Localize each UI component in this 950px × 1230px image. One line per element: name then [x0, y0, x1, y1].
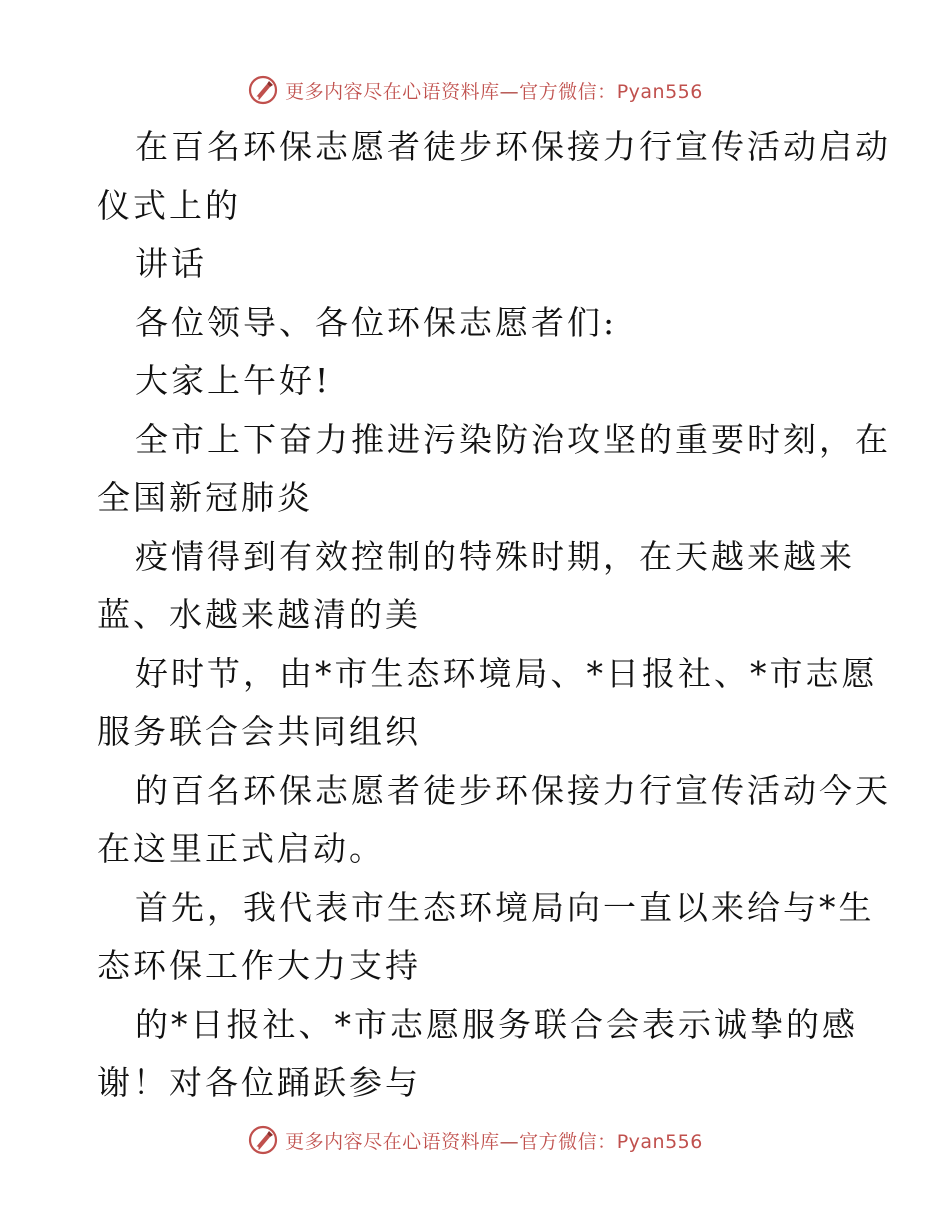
pen-circle-logo-icon — [247, 1124, 279, 1156]
text-line: 大家上午好! — [135, 361, 332, 400]
pen-circle-logo-icon — [247, 74, 279, 106]
text-line: 全国新冠肺炎 — [97, 478, 313, 517]
text-line: 服务联合会共同组织 — [97, 712, 421, 751]
text-line: 在百名环保志愿者徒步环保接力行宣传活动启动 — [135, 127, 891, 166]
watermark-text: 更多内容尽在心语资料库—官方微信：Pyan556 — [285, 1130, 703, 1153]
text-line: 疫情得到有效控制的特殊时期，在天越来越来 — [135, 536, 855, 576]
text-line: 的*日报社、*市志愿服务联合会表示诚挚的感 — [135, 1004, 858, 1044]
text-line: 态环保工作大力支持 — [97, 946, 421, 985]
footer-watermark — [0, 1120, 950, 1160]
text-line: 仪式上的 — [97, 185, 241, 225]
header-watermark — [0, 70, 950, 110]
text-line: 各位领导、各位环保志愿者们: — [135, 302, 618, 342]
document-body — [97, 118, 891, 1113]
text-line: 在这里正式启动。 — [97, 829, 385, 868]
text-line: 好时节，由*市生态环境局、*日报社、*市志愿 — [135, 653, 878, 693]
text-line: 谢！对各位踊跃参与 — [97, 1063, 421, 1102]
text-line: 蓝、水越来越清的美 — [97, 595, 421, 634]
text-line: 的百名环保志愿者徒步环保接力行宣传活动今天 — [135, 770, 891, 810]
text-line: 首先，我代表市生态环境局向一直以来给与*生 — [135, 887, 875, 927]
text-line: 全市上下奋力推进污染防治攻坚的重要时刻，在 — [135, 419, 891, 459]
watermark-text: 更多内容尽在心语资料库—官方微信：Pyan556 — [285, 80, 703, 103]
text-line: 讲话 — [135, 244, 207, 283]
